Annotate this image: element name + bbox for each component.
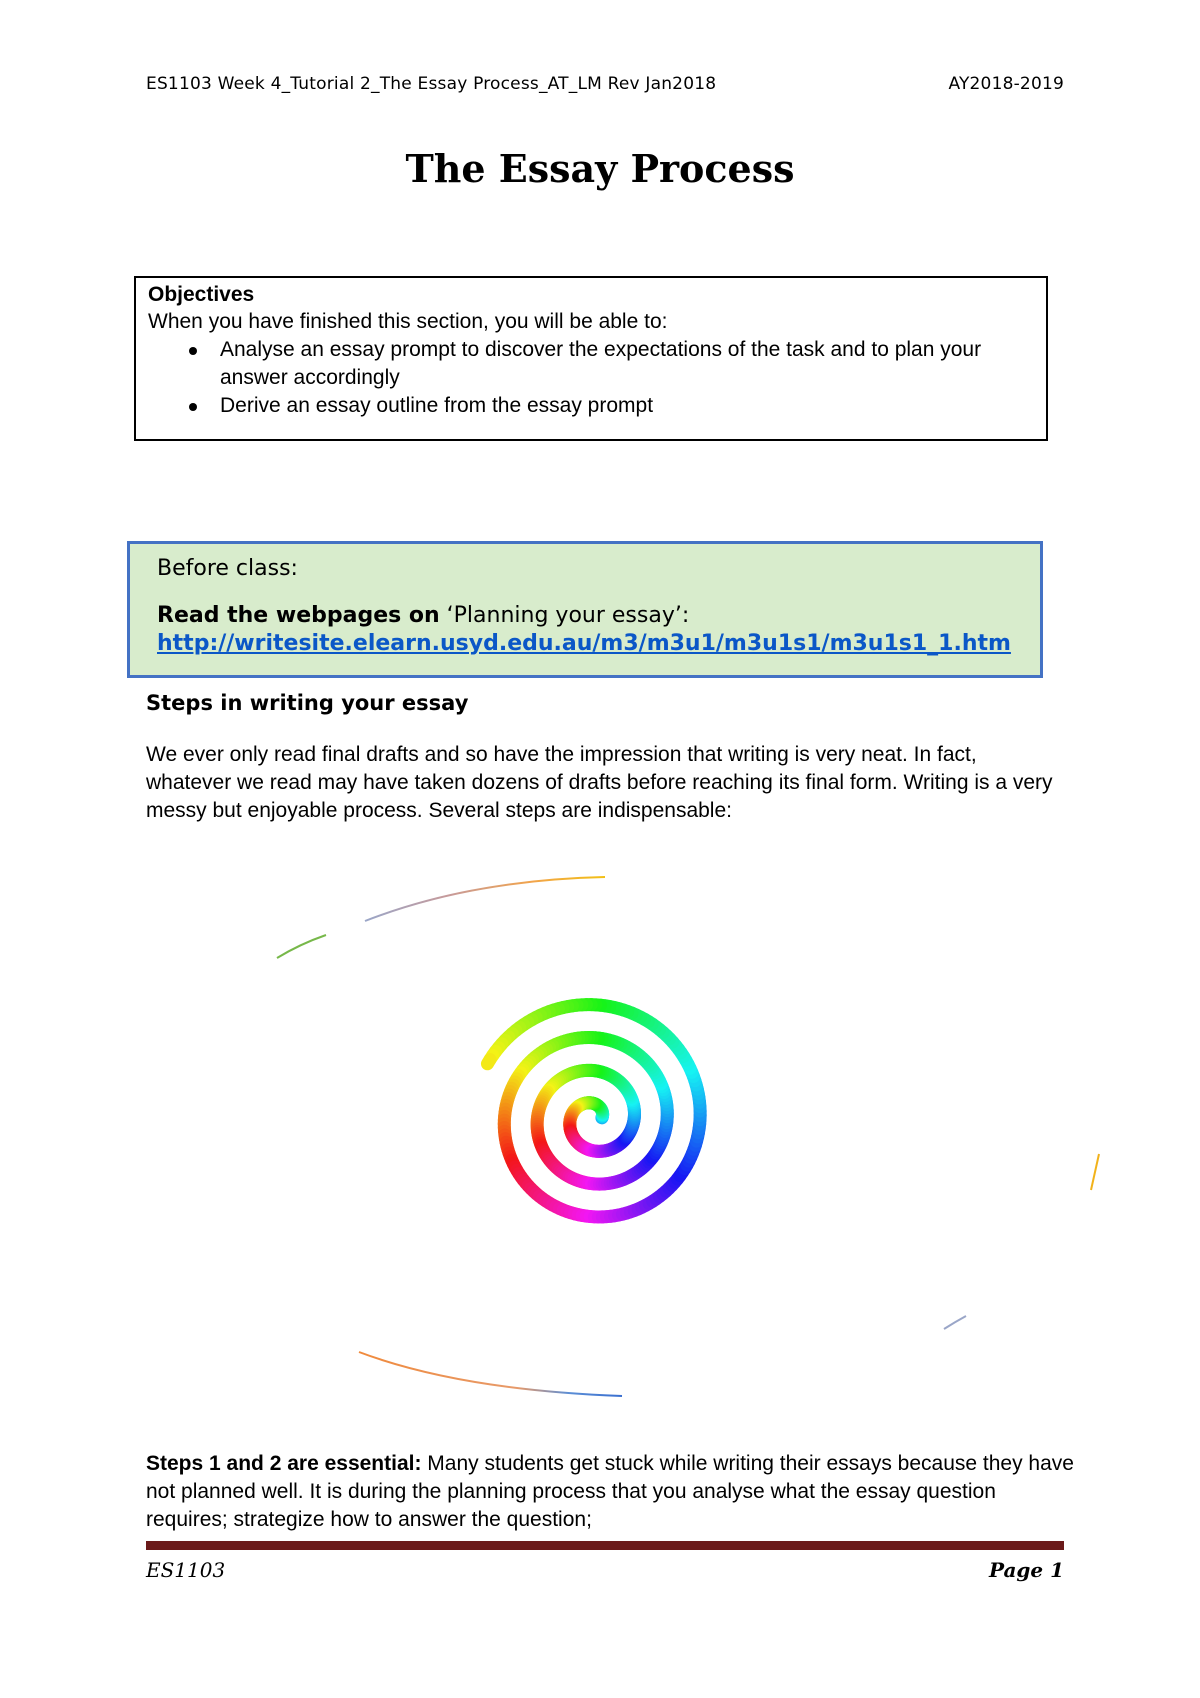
cycle-arc-lower-right — [944, 1316, 966, 1329]
before-class-label: Before class: — [157, 556, 298, 581]
cycle-arc-right — [1091, 1154, 1099, 1190]
instruction-rest: ‘Planning your essay’: — [439, 603, 690, 628]
steps-1-2-text: Many students get stuck while writing their essays because they have not planned well. It is during the planning process that you analyse what the essay question requires; strategize how to answer the question; — [146, 1452, 1074, 1531]
steps-heading: Steps in writing your essay — [146, 691, 469, 715]
objective-item-1: Analyse an essay prompt to discover the expectations of the task and to plan your answer accordingly — [148, 336, 1034, 392]
cycle-arc-bottom — [359, 1352, 622, 1396]
spiral-segment — [487, 1060, 490, 1064]
objectives-heading: Objectives — [148, 283, 255, 306]
cycle-arc-top — [365, 877, 605, 921]
rainbow-spiral-icon — [487, 1005, 700, 1217]
steps-1-2-bold: Steps 1 and 2 are essential: — [146, 1452, 422, 1475]
instruction-bold: Read the webpages on — [157, 603, 440, 628]
objective-item-2: Derive an essay outline from the essay prompt — [148, 392, 1034, 420]
running-header-year: AY2018-2019 — [948, 74, 1064, 94]
footer-rule — [146, 1541, 1064, 1550]
intro-paragraph: We ever only read final drafts and so have the impression that writing is very neat. In fact, whatever we read may have taken dozens of drafts before reaching its final form. Writing is a very messy but enjoyable process. Several steps are indispensable: — [146, 743, 1053, 822]
cycle-arc-left — [277, 935, 326, 958]
planning-essay-link[interactable]: http://writesite.elearn.usyd.edu.au/m3/m3u1/m3u1s1/m3u1s1_1.htm — [157, 631, 1011, 656]
steps-1-2-paragraph — [146, 1450, 1076, 1534]
objectives-intro: When you have finished this section, you will be able to: — [148, 310, 668, 333]
footer-page-number: Page 1 — [988, 1558, 1064, 1582]
running-header-title: ES1103 Week 4_Tutorial 2_The Essay Process_AT_LM Rev Jan2018 — [146, 74, 717, 94]
page-title: The Essay Process — [405, 146, 795, 191]
footer-course: ES1103 — [146, 1558, 226, 1582]
